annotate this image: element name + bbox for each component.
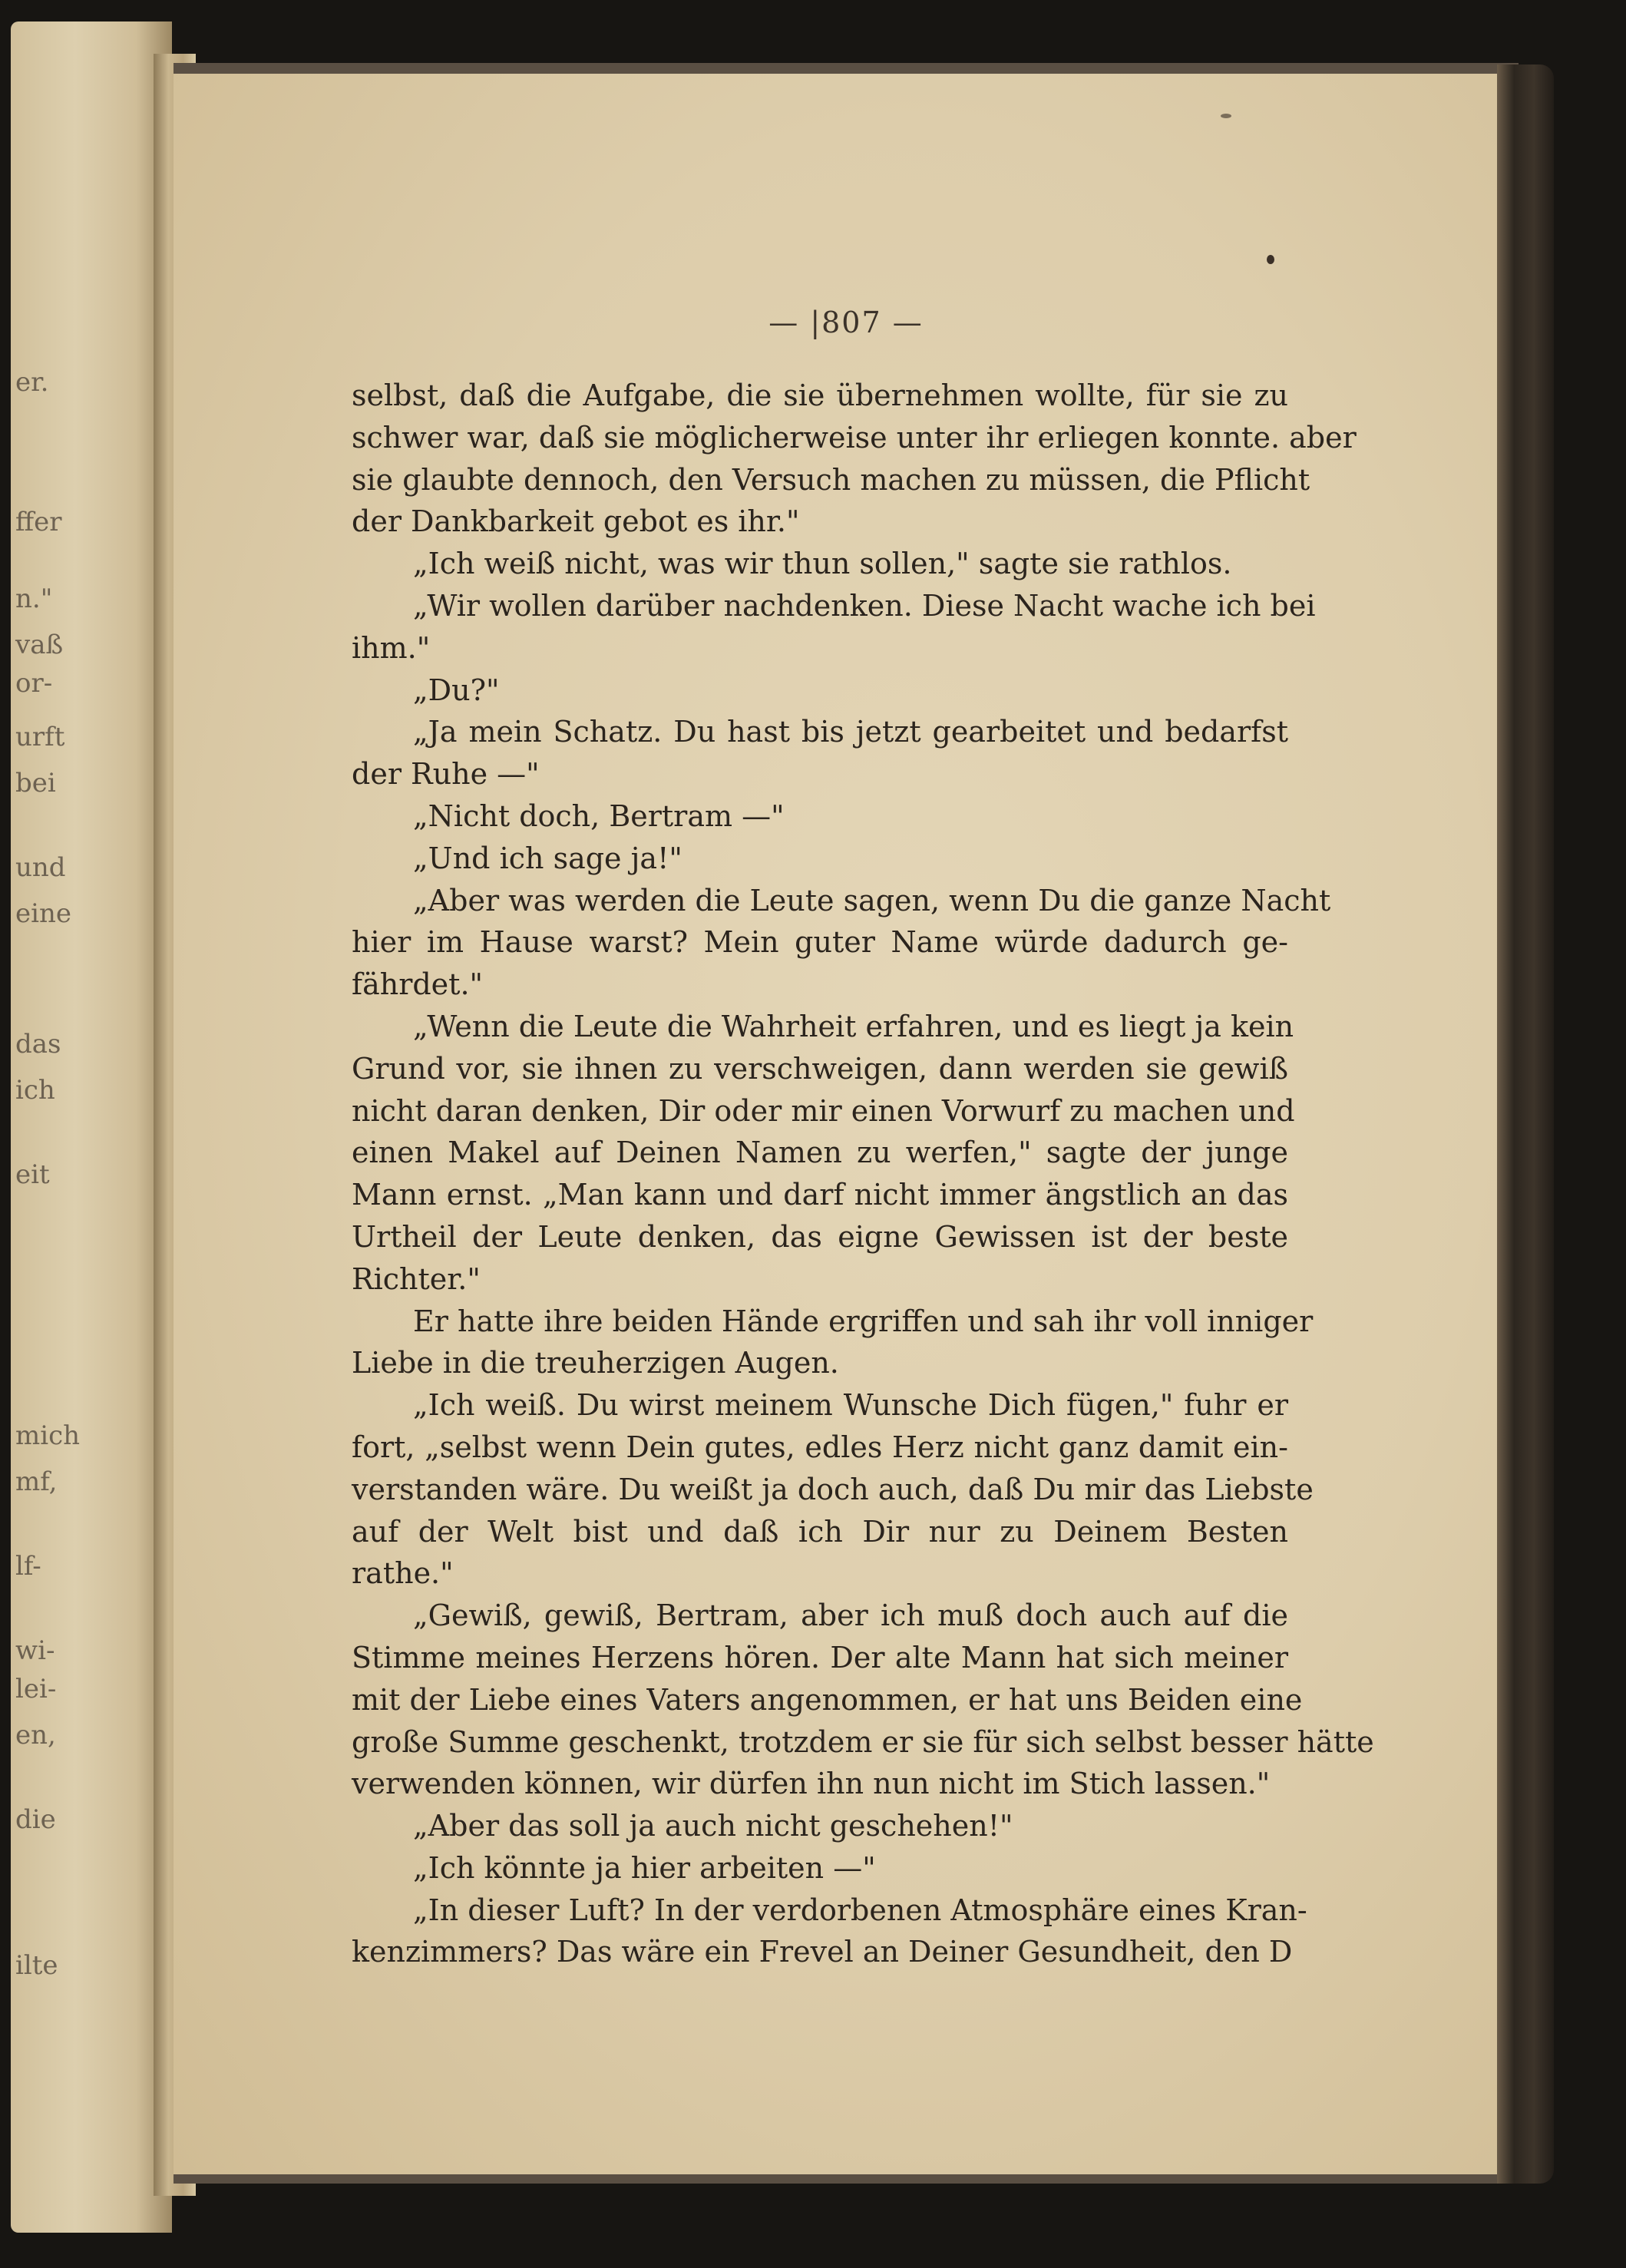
- left-page-text-fragment: wi-: [15, 1635, 55, 1666]
- left-page-text-fragment: lf-: [15, 1551, 41, 1582]
- left-page-text-fragment: und: [15, 852, 66, 883]
- left-page-text-fragment: eit: [15, 1159, 50, 1190]
- text-line: der Dankbarkeit gebot es ihr.": [352, 504, 800, 539]
- text-line: kenzimmers? Das wäre ein Frevel an Deiner Gesundheit, den D: [352, 1935, 1293, 1969]
- ink-spot: [1221, 114, 1231, 118]
- page-number-header: — |807 —: [768, 306, 924, 339]
- left-page-text-fragment: n.": [15, 584, 53, 614]
- left-page-text-fragment: en,: [15, 1720, 56, 1751]
- text-line: sie glaubte dennoch, den Versuch machen zu müssen, die Pflicht: [352, 462, 1310, 497]
- left-page-text-fragment: bei: [15, 768, 56, 798]
- left-page-text-fragment: die: [15, 1804, 56, 1835]
- left-page-text-fragment: ilte: [15, 1950, 58, 1981]
- left-page-text-fragment: eine: [15, 898, 72, 929]
- text-line: „Aber was werden die Leute sagen, wenn Du die ganze Nacht: [413, 883, 1331, 917]
- text-line: nicht daran denken, Dir oder mir einen Vorwurf zu machen und: [352, 1093, 1295, 1128]
- left-page-text-fragment: das: [15, 1029, 61, 1060]
- left-page-text-fragment: or-: [15, 668, 53, 699]
- text-line: verwenden können, wir dürfen ihn nun nicht im Stich lassen.": [352, 1767, 1271, 1801]
- left-page-text-fragment: ich: [15, 1075, 55, 1106]
- left-page-text-fragment: er.: [15, 367, 49, 398]
- text-line: große Summe geschenkt, trotzdem er sie für sich selbst besser hätte: [352, 1724, 1374, 1759]
- text-line: fort, „selbst wenn Dein gutes, edles Herz nicht ganz damit ein-: [352, 1430, 1288, 1464]
- left-page-text-fragment: mf,: [15, 1466, 58, 1497]
- text-line: „Ja mein Schatz. Du hast bis jetzt gearbeitet und bedarfst: [413, 715, 1288, 749]
- text-line: einen Makel auf Deinen Namen zu werfen," sagte der junge: [352, 1136, 1288, 1170]
- text-line: rathe.": [352, 1556, 454, 1591]
- text-line: Urtheil der Leute denken, das eigne Gewissen ist der beste: [352, 1219, 1288, 1254]
- text-line: Grund vor, sie ihnen zu verschweigen, dann werden sie gewiß: [352, 1051, 1288, 1086]
- text-line: „Aber das soll ja auch nicht geschehen!": [413, 1809, 1013, 1843]
- left-page-text-fragment: urft: [15, 722, 65, 752]
- text-line: „Ich könnte ja hier arbeiten —": [413, 1850, 876, 1885]
- text-line: auf der Welt bist und daß ich Dir nur zu Deinem Besten: [352, 1514, 1288, 1549]
- text-line: verstanden wäre. Du weißt ja doch auch, daß Du mir das Liebste: [352, 1472, 1314, 1506]
- text-line: „In dieser Luft? In der verdorbenen Atmosphäre eines Kran-: [413, 1893, 1307, 1927]
- text-line: hier im Hause warst? Mein guter Name würde dadurch ge-: [352, 925, 1288, 960]
- text-line: schwer war, daß sie möglicherweise unter ihr erliegen konnte. aber: [352, 420, 1357, 455]
- text-line: „Und ich sage ja!": [413, 841, 682, 875]
- ink-spot: [1267, 255, 1274, 264]
- text-line: der Ruhe —": [352, 757, 540, 792]
- text-line: Er hatte ihre beiden Hände ergriffen und sah ihr voll inniger: [413, 1304, 1314, 1338]
- text-line: „Ich weiß. Du wirst meinem Wunsche Dich fügen," fuhr er: [413, 1388, 1288, 1423]
- book-binding-edge: [1497, 64, 1554, 2184]
- text-line: „Ich weiß nicht, was wir thun sollen," sagte sie rathlos.: [413, 547, 1232, 581]
- text-line: Richter.": [352, 1261, 481, 1296]
- text-line: „Nicht doch, Bertram —": [413, 798, 785, 833]
- left-page-text-fragment: mich: [15, 1420, 81, 1451]
- left-page-text-fragment: vaß: [15, 630, 64, 660]
- text-line: Mann ernst. „Man kann und darf nicht immer ängstlich an das: [352, 1178, 1288, 1212]
- text-line: mit der Liebe eines Vaters angenommen, er hat uns Beiden eine: [352, 1682, 1303, 1717]
- text-line: „Wenn die Leute die Wahrheit erfahren, und es liegt ja kein: [413, 1009, 1294, 1043]
- text-line: Liebe in die treuherzigen Augen.: [352, 1346, 839, 1380]
- text-line: „Wir wollen darüber nachdenken. Diese Nacht wache ich bei: [413, 588, 1316, 623]
- text-line: fährdet.": [352, 967, 483, 1002]
- text-line: „Du?": [413, 673, 500, 707]
- left-page-text-fragment: ffer: [15, 507, 62, 537]
- text-line: ihm.": [352, 630, 431, 665]
- text-line: selbst, daß die Aufgabe, die sie übernehmen wollte, für sie zu: [352, 379, 1288, 412]
- left-page-text-fragment: lei-: [15, 1674, 57, 1704]
- previous-page-edge: [11, 21, 172, 2233]
- text-line: Stimme meines Herzens hören. Der alte Mann hat sich meiner: [352, 1640, 1288, 1675]
- text-line: „Gewiß, gewiß, Bertram, aber ich muß doch auch auf die: [413, 1599, 1288, 1633]
- page-body-text: [352, 375, 1374, 1973]
